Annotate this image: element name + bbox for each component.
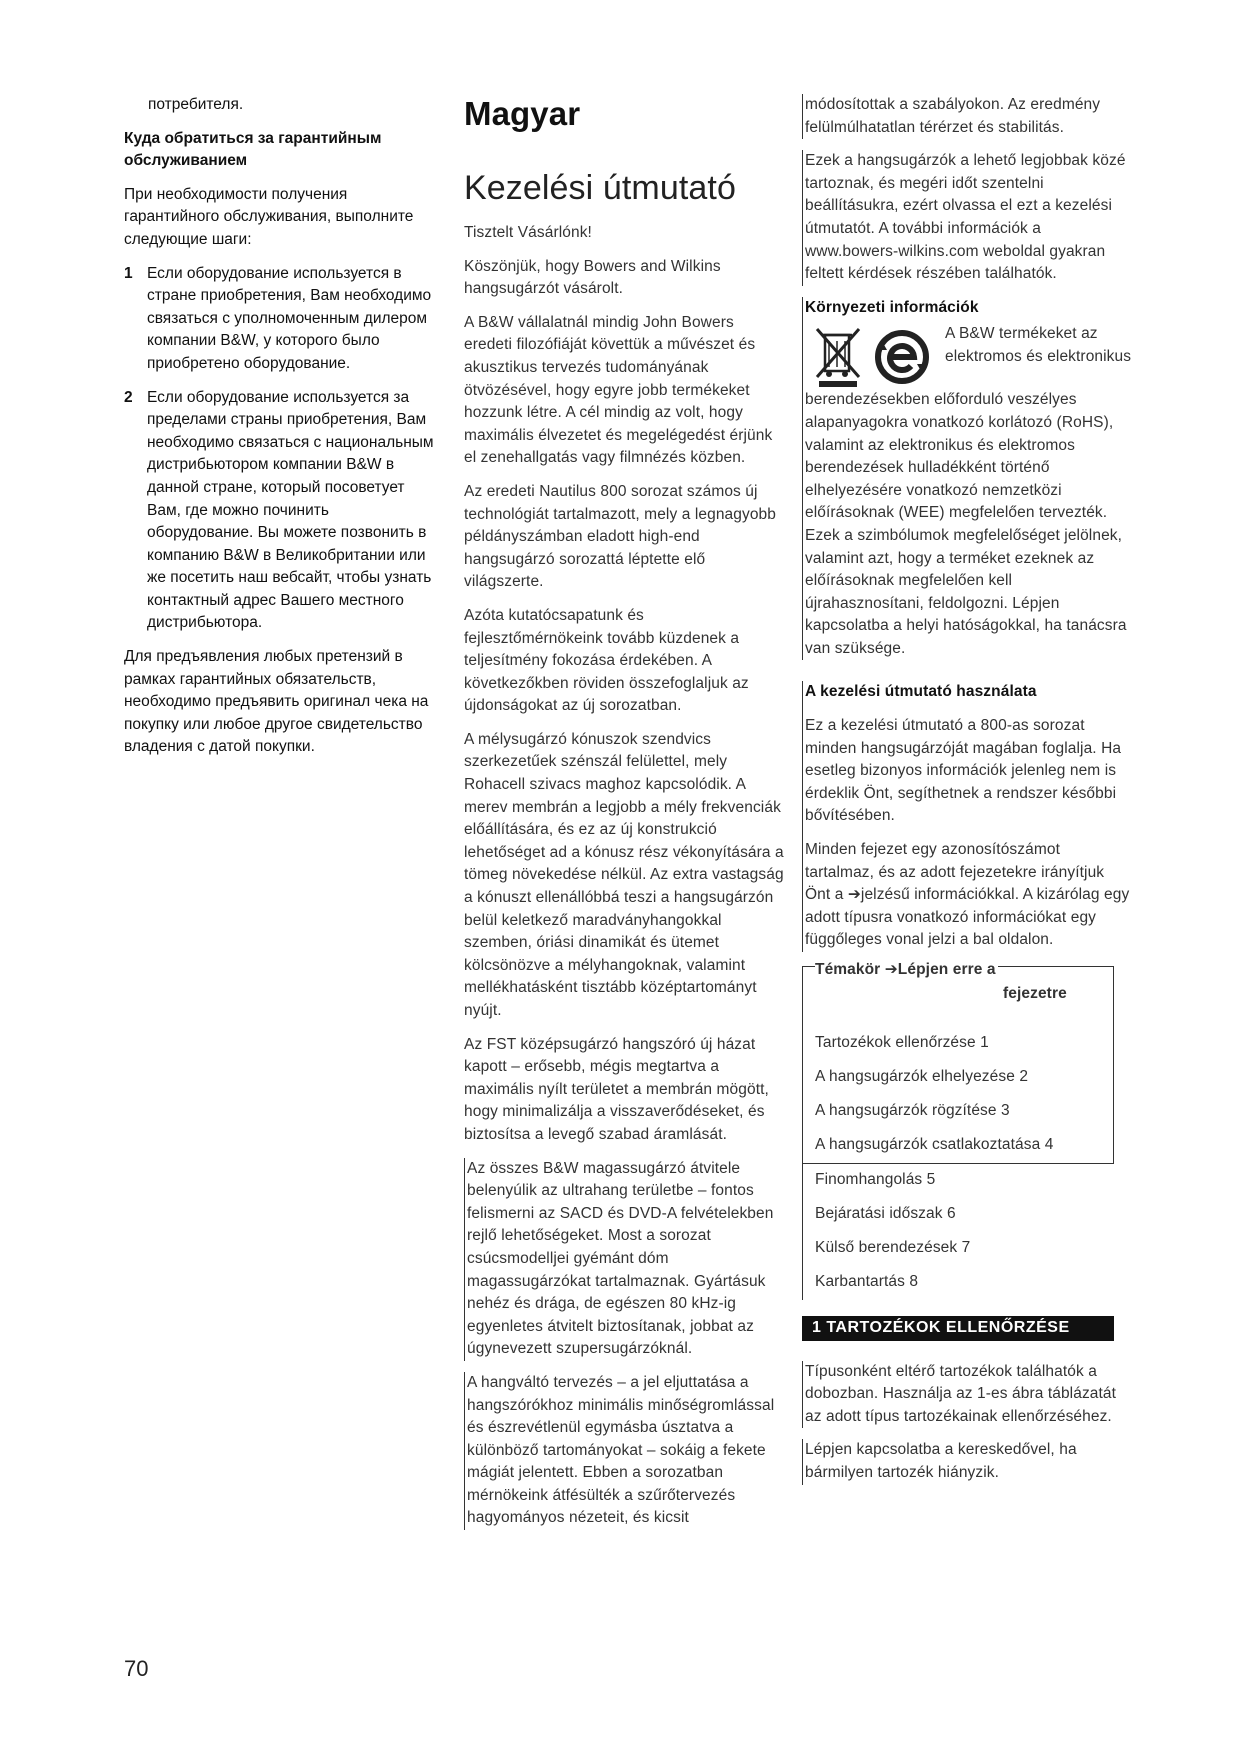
paragraph-marked: Ezek a hangsugárzók a lehető legjobbak közé tartoznak, és megéri időt szentelni beállításukra, ezért olvassa el ezt a kezelési útmutatót. A további információk a www.bowers-wilkins.com weboldal gyakran feltett kérdések részében találhatók. (802, 150, 1132, 286)
rohs-e-symbol-icon (873, 328, 931, 386)
topic-row: Finomhangolás 5 (802, 1164, 1114, 1198)
paragraph: Ez a kezelési útmutató a 800-as sorozat minden hangsugárzóját magában foglalja. Ha esetleg bizonyos információk jelenleg nem is érdeklik Önt, segíthetnek a rendszer későbbi bővítésében. (805, 717, 1122, 825)
step-number: 2 (124, 388, 133, 406)
topic-row: Bejáratási időszak 6 (802, 1198, 1114, 1232)
russian-column (124, 94, 436, 770)
step-text: Если оборудование используется в стране приобретения, Вам необходимо связаться с уполномоченным дилером компании B&W, у которого было приобретено оборудование. (147, 264, 432, 372)
environment-text: berendezésekben előforduló veszélyes alapanyagokra vonatkozó korlátozó (RoHS), valamint az elektronikus és elektromos berendezések hulladékként történő elhelyezésére vonatkozó nemzetközi előírásoknak (WEE) megfelelően tervezték. Ezek a szimbólumok megfelelőséget jelölnek, valamint azt, hogy a terméket ezeknek az előírásoknak megfelelően kell újrahasznosítani, feldolgozni. Lépjen kapcsolatba a helyi hatóságokkal, ha tanácsra van szüksége. (805, 391, 1127, 657)
section-heading-bar: 1 TARTOZÉKOK ELLENŐRZÉSE (802, 1316, 1114, 1341)
paragraph-marked: módosítottak a szabályokon. Az eredmény felülmúlhatatlan térérzet és stabilitás. (802, 94, 1132, 139)
paragraph: Az FST középsugárzó hangszóró új házat kapott – erősebb, mégis megtartva a maximális nyílt területet a membrán mögött, hogy minimalizálja a visszaverődéseket, és biztosítsa a levegő szabad áramlását. (464, 1035, 769, 1143)
language-title: Magyar (464, 95, 581, 132)
paragraph: A B&W vállalatnál mindig John Bowers eredeti filozófiáját követtük a művészet és akusztikus tervezés tudományának ötvözésével, hogy egyre jobb termékeket hozzunk létre. A cél mindig az volt, hogy maximális élvezetet és megelégedést érjünk el zenehallgatás vagy filmnézés közben. (464, 313, 773, 467)
paragraph: Minden fejezet egy azonosítószámot tartalmaz, és az adott fejezetekre irányítjuk Önt a ➔jelzésű információkkal. A kizárólag egy adott típusra vonatkozó információkat egy függőleges vonal jelzi a bal oldalon. (805, 841, 1130, 949)
step-text: Если оборудование используется за пределами страны приобретения, Вам необходимо связаться с национальным дистрибьютором компании B&W в данной стране, который посоветует Вам, где можно починить оборудование. Вы можете позвонить в компанию B&W в Великобритании или же посетить наш вебсайт, чтобы узнать контактный адрес Вашего местного дистрибьютора. (147, 388, 434, 632)
russian-step-2 (124, 387, 436, 636)
step-number: 1 (124, 264, 133, 282)
greeting: Tisztelt Vásárlónk! (464, 224, 592, 241)
topic-table-header (802, 961, 1114, 1027)
environment-symbol-row (805, 323, 1132, 389)
russian-step-1 (124, 263, 436, 376)
paragraph: Köszönjük, hogy Bowers and Wilkins hangsugárzót vásárolt. (464, 257, 721, 298)
russian-closing: Для предъявления любых претензий в рамках гарантийных обязательств, необходимо предъявить оригинал чека на покупку или любое другое свидетельство владения с датой покупки. (124, 648, 429, 756)
topic-row: Tartozékok ellenőrzése 1 (802, 1027, 1114, 1061)
topic-row: A hangsugárzók csatlakoztatása 4 (802, 1129, 1114, 1164)
topic-row: A hangsugárzók elhelyezése 2 (802, 1061, 1114, 1095)
page-number: 70 (124, 1656, 149, 1681)
russian-top-line: потребителя. (148, 96, 244, 113)
russian-warranty-heading: Куда обратиться за гарантийным обслуживанием (124, 129, 382, 170)
topic-table (802, 961, 1114, 1300)
usage-section (802, 681, 1132, 952)
topic-row: A hangsugárzók rögzítése 3 (802, 1095, 1114, 1129)
hungarian-column-2 (464, 94, 784, 1541)
environment-text-beside: A B&W termékeket az elektromos és elektronikus (945, 325, 1132, 365)
paragraph: Azóta kutatócsapatunk és fejlesztőmérnökeink tovább küzdenek a teljesítmény fokozása érdekében. A következőkben röviden összefoglaljuk az újdonságokat az új sorozatban. (464, 606, 749, 715)
paragraph-marked: Az összes B&W magassugárzó átvitele belenyúlik az ultrahang területbe – fontos felismerni az SACD és DVD-A felvételekben rejlő lehetőségeket. Most a sorozat csúcsmodelljei gyémánt dóm magassugárzókat tartalmaznak. Gyártásuk nehéz és drága, de egészen 80 kHz-ig egyenletes átvitelt biztosítanak, jobbat az úgynevezett szupersugárzóknál. (464, 1158, 784, 1361)
environment-section (802, 297, 1132, 661)
paragraph-marked: A hangváltó tervezés – a jel eljuttatása a hangszórókhoz minimális minőségromlással és észrevétlenül egymásba úsztatva a különböző tartományokat – sokáig a fekete mágiát jelentett. Ebben a sorozatban mérnökeink átfésülték a szűrőtervezés hagyományos nézeteit, és kicsit (464, 1372, 784, 1530)
russian-intro: При необходимости получения гарантийного обслуживания, выполните следующие шаги: (124, 185, 414, 248)
hungarian-column-3 (802, 94, 1132, 1496)
environment-heading: Környezeti információk (805, 298, 979, 316)
topic-header-left: Témakör ➔Lépjen erre a (815, 959, 998, 982)
topic-header-right: fejezetre (1003, 985, 1067, 1002)
paragraph-marked: Lépjen kapcsolatba a kereskedővel, ha bármilyen tartozék hiányzik. (802, 1439, 1132, 1484)
usage-heading: A kezelési útmutató használata (805, 683, 1037, 701)
manual-title: Kezelési útmutató (464, 169, 736, 207)
paragraph-marked: Típusonként eltérő tartozékok találhatók a dobozban. Használja az 1-es ábra táblázatát az adott típus tartozékainak ellenőrzéséhez. (802, 1361, 1132, 1429)
paragraph: Az eredeti Nautilus 800 sorozat számos új technológiát tartalmazott, mely a legnagyobb példányszámban eladott high-end hangsugárzó sorozattá léptette elő világszerte. (464, 482, 777, 591)
compliance-symbols (813, 325, 939, 389)
topic-row: Karbantartás 8 (802, 1266, 1114, 1300)
paragraph: A mélysugárzó kónuszok szendvics szerkezetűek szénszál felülettel, mely Rohacell szivacs maghoz kapcsolódik. A merev membrán a legjobb a mély frekvenciák előállítására, és ez az új konstrukció lehetőséget ad a kónusz rész vékonyítására a tömeg növekedése nélkül. Az extra vastagság a kónuszt ellenállóbbá teszi a hangsugárzón belül keletkező maradványhangokkal szemben, óriási dinamikát és ütemet kölcsönözve a mélyhangoknak, valamint mellékhatásként tisztább középtartományt nyújt. (464, 730, 784, 1019)
weee-crossed-bin-icon (813, 325, 863, 389)
topic-row: Külső berendezések 7 (802, 1232, 1114, 1266)
